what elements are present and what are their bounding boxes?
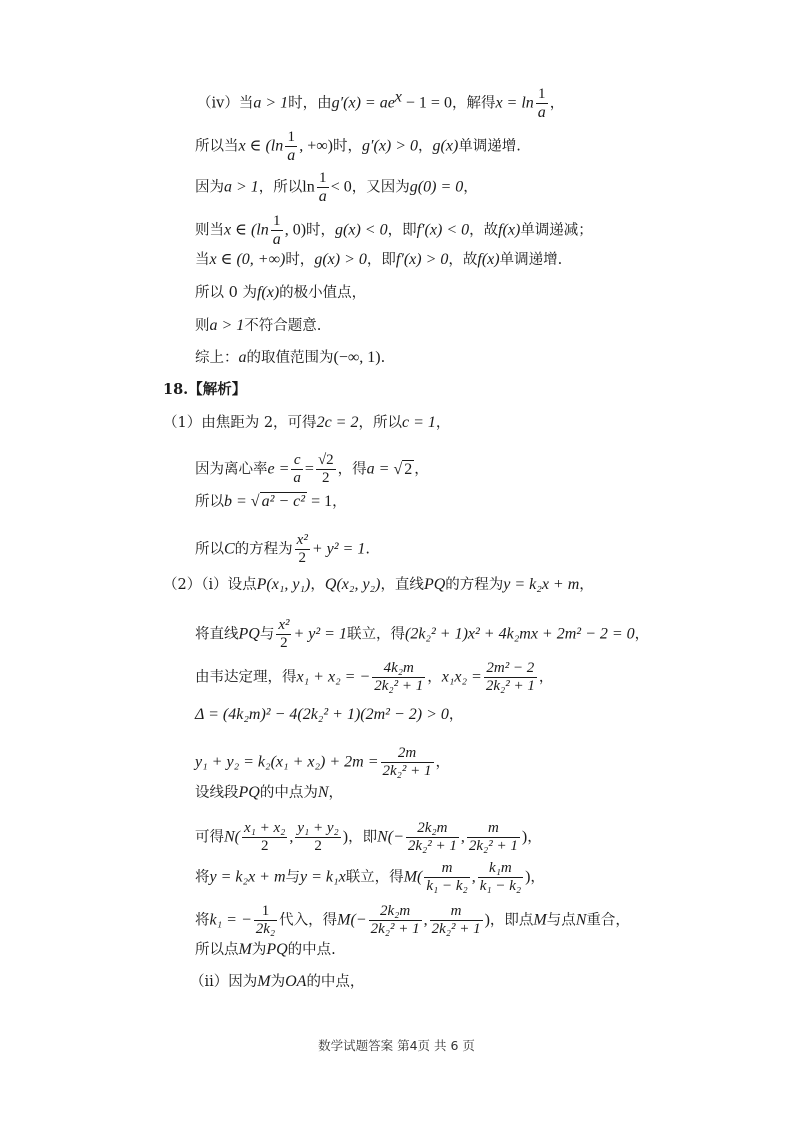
numerator: √2 bbox=[317, 452, 334, 468]
text: 与 bbox=[259, 626, 275, 643]
math: a > 1 bbox=[224, 178, 259, 196]
math: f(x) bbox=[477, 251, 500, 268]
part2-line-1 bbox=[163, 575, 594, 595]
text: ， bbox=[549, 95, 565, 112]
numerator: x² bbox=[278, 617, 290, 633]
denominator: a bbox=[272, 231, 281, 248]
math: f(x) bbox=[256, 284, 280, 301]
sqrt bbox=[393, 460, 414, 480]
fraction bbox=[316, 452, 336, 487]
text: 所以 0 为 bbox=[195, 285, 257, 301]
math: ) bbox=[521, 828, 528, 846]
math: g(x) > 0 bbox=[314, 251, 367, 268]
math: x ∈ (ln bbox=[238, 137, 284, 155]
text: ， bbox=[527, 829, 542, 846]
numerator: 4k₂m bbox=[372, 660, 425, 678]
math: PQ bbox=[423, 576, 446, 593]
math: = bbox=[304, 460, 314, 478]
math-sup: x bbox=[394, 88, 402, 106]
text: 则当 bbox=[195, 222, 224, 239]
fraction bbox=[254, 903, 277, 938]
text: . bbox=[365, 541, 370, 558]
part2-line-5 bbox=[195, 745, 450, 780]
math: PQ bbox=[266, 941, 288, 958]
denominator: 2k₂² + 1 bbox=[374, 678, 424, 694]
part2-ii-line bbox=[190, 972, 364, 992]
text: ，所以 bbox=[258, 179, 303, 196]
math: Δ = (4k₂m)² − 4(2k₂² + 1)(2m² − 2) > 0 bbox=[195, 706, 449, 723]
case-iv-line-3 bbox=[195, 170, 478, 205]
radicand: a² − c² bbox=[261, 493, 306, 510]
math: + y² = 1 bbox=[293, 625, 347, 643]
case-iv-line-7 bbox=[195, 316, 321, 336]
math: (−∞, 1) bbox=[333, 349, 381, 366]
fraction bbox=[484, 660, 537, 695]
text: 单调递减； bbox=[520, 222, 593, 239]
math: ) bbox=[525, 868, 531, 886]
math: a = bbox=[366, 460, 394, 478]
numerator: 2m² − 2 bbox=[484, 660, 537, 678]
text: 综上： bbox=[195, 350, 239, 366]
text: 所以 bbox=[195, 494, 224, 510]
math: e = bbox=[267, 460, 290, 478]
denominator: 2 bbox=[298, 550, 306, 566]
denominator: k₁ − k₂ bbox=[426, 878, 468, 894]
math: g(x) bbox=[432, 137, 459, 155]
text: 与 bbox=[285, 869, 301, 886]
numerator: x₁ + x₂ bbox=[244, 820, 286, 836]
denominator: a bbox=[287, 147, 296, 164]
denominator: k₁ − k₂ bbox=[479, 878, 522, 894]
math: M bbox=[238, 941, 252, 958]
text: ， bbox=[435, 415, 451, 431]
text: 由韦达定理，得 bbox=[195, 669, 297, 686]
text: 设线段 bbox=[195, 785, 239, 801]
denominator: 2k₂² + 1 bbox=[382, 763, 432, 779]
text: 可得 bbox=[195, 829, 224, 846]
text: ， bbox=[427, 669, 442, 686]
text: 将 bbox=[195, 912, 210, 929]
text: 不符合题意. bbox=[244, 318, 322, 334]
math: ln bbox=[302, 178, 315, 196]
radicand: 2 bbox=[404, 460, 413, 478]
text: 时， bbox=[332, 138, 362, 155]
sqrt-sign: √ bbox=[250, 493, 260, 510]
text: ， bbox=[435, 754, 451, 771]
part1-line-4 bbox=[195, 532, 370, 567]
text: （2）（i）设点 bbox=[163, 577, 257, 593]
math: , bbox=[471, 868, 476, 886]
part1-line-2 bbox=[195, 452, 429, 487]
math: y = k₂x + m bbox=[209, 868, 286, 886]
fraction bbox=[369, 903, 422, 938]
math: a > 1 bbox=[253, 94, 289, 112]
numerator: m bbox=[424, 860, 469, 878]
numerator: x² bbox=[296, 532, 308, 548]
text: ，得 bbox=[337, 461, 367, 478]
math: x ∈ (ln bbox=[224, 221, 269, 239]
numerator: y₁ + y₂ bbox=[297, 820, 339, 836]
case-iv-line-5 bbox=[195, 250, 562, 270]
text: ， bbox=[530, 869, 545, 886]
fraction bbox=[536, 86, 548, 121]
text: 的中点， bbox=[306, 974, 365, 990]
math: N bbox=[575, 911, 587, 929]
math: f′(x) > 0 bbox=[395, 251, 449, 268]
fraction bbox=[467, 820, 520, 855]
text: ，即点 bbox=[489, 912, 534, 929]
text: 时，由 bbox=[288, 95, 332, 112]
numerator: 1 bbox=[254, 903, 277, 921]
math: PQ bbox=[238, 625, 260, 643]
fraction bbox=[424, 860, 469, 895]
math: 2c = 2 bbox=[316, 414, 359, 431]
text: （ii）因为 bbox=[190, 974, 258, 990]
text: 所以点 bbox=[195, 942, 239, 958]
part2-line-7 bbox=[195, 820, 542, 855]
part2-discriminant bbox=[195, 705, 463, 725]
text: 代入，得 bbox=[279, 912, 338, 929]
math: f′(x) < 0 bbox=[416, 221, 470, 239]
sqrt-sign: √ bbox=[393, 460, 403, 478]
part2-line-8 bbox=[195, 860, 545, 895]
fraction bbox=[295, 532, 310, 567]
math: < 0 bbox=[330, 178, 352, 196]
text: ，解得 bbox=[451, 95, 496, 112]
fraction bbox=[406, 820, 459, 855]
math: = 1 bbox=[307, 493, 333, 510]
math: + y² = 1 bbox=[311, 540, 366, 558]
denominator: 2k₂² + 1 bbox=[370, 921, 420, 937]
numerator: k₁m bbox=[478, 860, 523, 878]
math: y₁ + y₂ = k₂(x₁ + x₂) + 2m = bbox=[195, 753, 379, 771]
text: 将 bbox=[195, 869, 210, 886]
denominator: 2k₂² + 1 bbox=[431, 921, 481, 937]
text: 重合， bbox=[586, 912, 630, 929]
fraction bbox=[271, 213, 283, 248]
numerator: 2k₂m bbox=[406, 820, 459, 838]
math: OA bbox=[285, 973, 307, 990]
fraction bbox=[381, 745, 434, 780]
math: (2k₂² + 1)x² + 4k₂mx + 2m² − 2 = 0 bbox=[404, 625, 635, 643]
denominator: 2 bbox=[314, 838, 322, 854]
text: ， bbox=[310, 577, 325, 593]
text: ， bbox=[418, 138, 433, 155]
math: x₁x₂ = bbox=[441, 668, 482, 686]
math: N bbox=[317, 784, 329, 801]
math: − 1 = 0 bbox=[401, 94, 452, 112]
fraction bbox=[372, 660, 425, 695]
denominator: 2 bbox=[322, 470, 330, 486]
text: 的极小值点， bbox=[279, 285, 367, 301]
denominator: 2 bbox=[260, 838, 269, 854]
math: x = ln bbox=[495, 94, 534, 112]
text: ， bbox=[634, 626, 650, 643]
text: 为 bbox=[251, 942, 267, 958]
math: g′(x) > 0 bbox=[361, 137, 419, 155]
text: 的中点为 bbox=[259, 785, 318, 801]
numerator: 1 bbox=[317, 170, 329, 188]
denominator: 2k₂² + 1 bbox=[485, 678, 535, 694]
text: 联立，得 bbox=[345, 869, 404, 886]
case-iv-conclusion bbox=[195, 348, 385, 368]
text: 的方程为 bbox=[445, 577, 504, 593]
math: c = 1 bbox=[401, 414, 436, 431]
math: N(− bbox=[377, 828, 404, 846]
text: 的方程为 bbox=[234, 541, 293, 558]
math: y = k₂x + m bbox=[503, 576, 580, 593]
text: ，故 bbox=[448, 252, 478, 268]
denominator: 2k₂ bbox=[255, 921, 276, 937]
text: 当 bbox=[195, 252, 210, 268]
text: 单调递增. bbox=[458, 138, 521, 155]
math: g(0) = 0 bbox=[409, 178, 464, 196]
text: 因为离心率 bbox=[195, 461, 268, 478]
text: 当 bbox=[238, 95, 254, 112]
denominator: a bbox=[318, 188, 327, 205]
math: y = k₁x bbox=[300, 868, 346, 886]
numerator: 1 bbox=[285, 129, 297, 147]
math: b = bbox=[224, 493, 251, 510]
math: a bbox=[238, 349, 247, 366]
math: g(x) < 0 bbox=[335, 221, 388, 239]
math: P(x₁, y₁) bbox=[256, 576, 311, 593]
text: 则 bbox=[195, 318, 210, 334]
math: , bbox=[460, 828, 465, 846]
math: a > 1 bbox=[209, 317, 245, 334]
part2-line-2 bbox=[195, 617, 649, 652]
fraction bbox=[291, 452, 303, 487]
math: , bbox=[423, 911, 428, 929]
text: 为 bbox=[270, 974, 286, 990]
math: , 0) bbox=[284, 221, 307, 239]
numerator: 1 bbox=[536, 86, 548, 104]
text: . bbox=[380, 350, 386, 366]
text: 与点 bbox=[546, 912, 576, 929]
part2-line-3 bbox=[195, 660, 553, 695]
numerator: c bbox=[291, 452, 303, 470]
numerator: m bbox=[467, 820, 520, 838]
text: 单调递增. bbox=[499, 252, 563, 268]
text: ，所以 bbox=[358, 415, 402, 431]
math: N( bbox=[224, 828, 240, 846]
numerator: 1 bbox=[271, 213, 283, 231]
math: M( bbox=[403, 868, 423, 886]
part2-line-6 bbox=[195, 783, 343, 803]
part1-line-3 bbox=[195, 492, 347, 512]
numerator: 2m bbox=[381, 745, 434, 763]
fraction bbox=[276, 617, 291, 652]
text: ， bbox=[332, 494, 347, 510]
text: 因为 bbox=[195, 179, 224, 196]
math: x ∈ (0, +∞) bbox=[209, 251, 286, 268]
case-label: （iv） bbox=[197, 95, 239, 112]
text: ， bbox=[448, 707, 464, 723]
case-iv-line-1 bbox=[197, 86, 564, 121]
numerator: 2k₂m bbox=[369, 903, 422, 921]
text: 联立，得 bbox=[346, 626, 405, 643]
text: ， bbox=[538, 669, 554, 686]
sqrt bbox=[251, 492, 307, 512]
text: 将直线 bbox=[195, 626, 239, 643]
math: M bbox=[533, 911, 547, 929]
fraction bbox=[317, 170, 329, 205]
denominator: a bbox=[293, 470, 301, 486]
text: ，直线 bbox=[380, 577, 424, 593]
denominator: 2k₂² + 1 bbox=[407, 838, 457, 854]
denominator: a bbox=[537, 104, 546, 121]
math: f(x) bbox=[498, 221, 521, 239]
text: ， bbox=[463, 179, 478, 196]
text: ，又因为 bbox=[351, 179, 410, 196]
math: C bbox=[224, 540, 235, 558]
case-iv-line-6 bbox=[195, 283, 366, 303]
math: M bbox=[257, 973, 271, 990]
fraction bbox=[242, 820, 287, 855]
text: ， bbox=[414, 461, 429, 478]
part2-line-10 bbox=[195, 940, 336, 960]
text: ， bbox=[328, 785, 343, 801]
math: PQ bbox=[238, 784, 260, 801]
case-iv-line-2 bbox=[195, 129, 521, 164]
math: , +∞) bbox=[299, 137, 333, 155]
text: 所以 bbox=[195, 541, 224, 558]
text: 的中点. bbox=[287, 942, 336, 958]
fraction bbox=[478, 860, 523, 895]
case-iv-line-4 bbox=[195, 213, 593, 248]
fraction bbox=[295, 820, 340, 855]
math: , bbox=[289, 828, 294, 846]
math: g′(x) = ae bbox=[331, 94, 395, 112]
fraction bbox=[430, 903, 483, 938]
math: k₁ = − bbox=[209, 911, 252, 929]
math: ) bbox=[342, 828, 349, 846]
text: ，即 bbox=[366, 252, 396, 268]
text: 的取值范围为 bbox=[246, 350, 334, 366]
text: ，即 bbox=[348, 829, 378, 846]
numerator: m bbox=[430, 903, 483, 921]
math: M(− bbox=[337, 911, 367, 929]
text: ，即 bbox=[387, 222, 417, 239]
text: 时， bbox=[306, 222, 336, 239]
math: ) bbox=[484, 911, 490, 929]
text: 所以当 bbox=[195, 138, 239, 155]
text: ， bbox=[579, 577, 594, 593]
part2-line-9 bbox=[195, 903, 630, 938]
denominator: 2 bbox=[280, 635, 288, 651]
text: （1）由焦距为 2，可得 bbox=[163, 415, 317, 431]
question-18-heading: 18.【解析】 bbox=[163, 381, 247, 398]
text: ，故 bbox=[469, 222, 499, 239]
math: Q(x₂, y₂) bbox=[324, 576, 381, 593]
part1-line-1 bbox=[163, 413, 450, 433]
fraction bbox=[285, 129, 297, 164]
denominator: 2k₂² + 1 bbox=[468, 838, 518, 854]
text: 时， bbox=[285, 252, 315, 268]
page-footer: 数学试题答案 第4页 共 6 页 bbox=[318, 1038, 475, 1053]
math: x₁ + x₂ = − bbox=[296, 668, 371, 686]
